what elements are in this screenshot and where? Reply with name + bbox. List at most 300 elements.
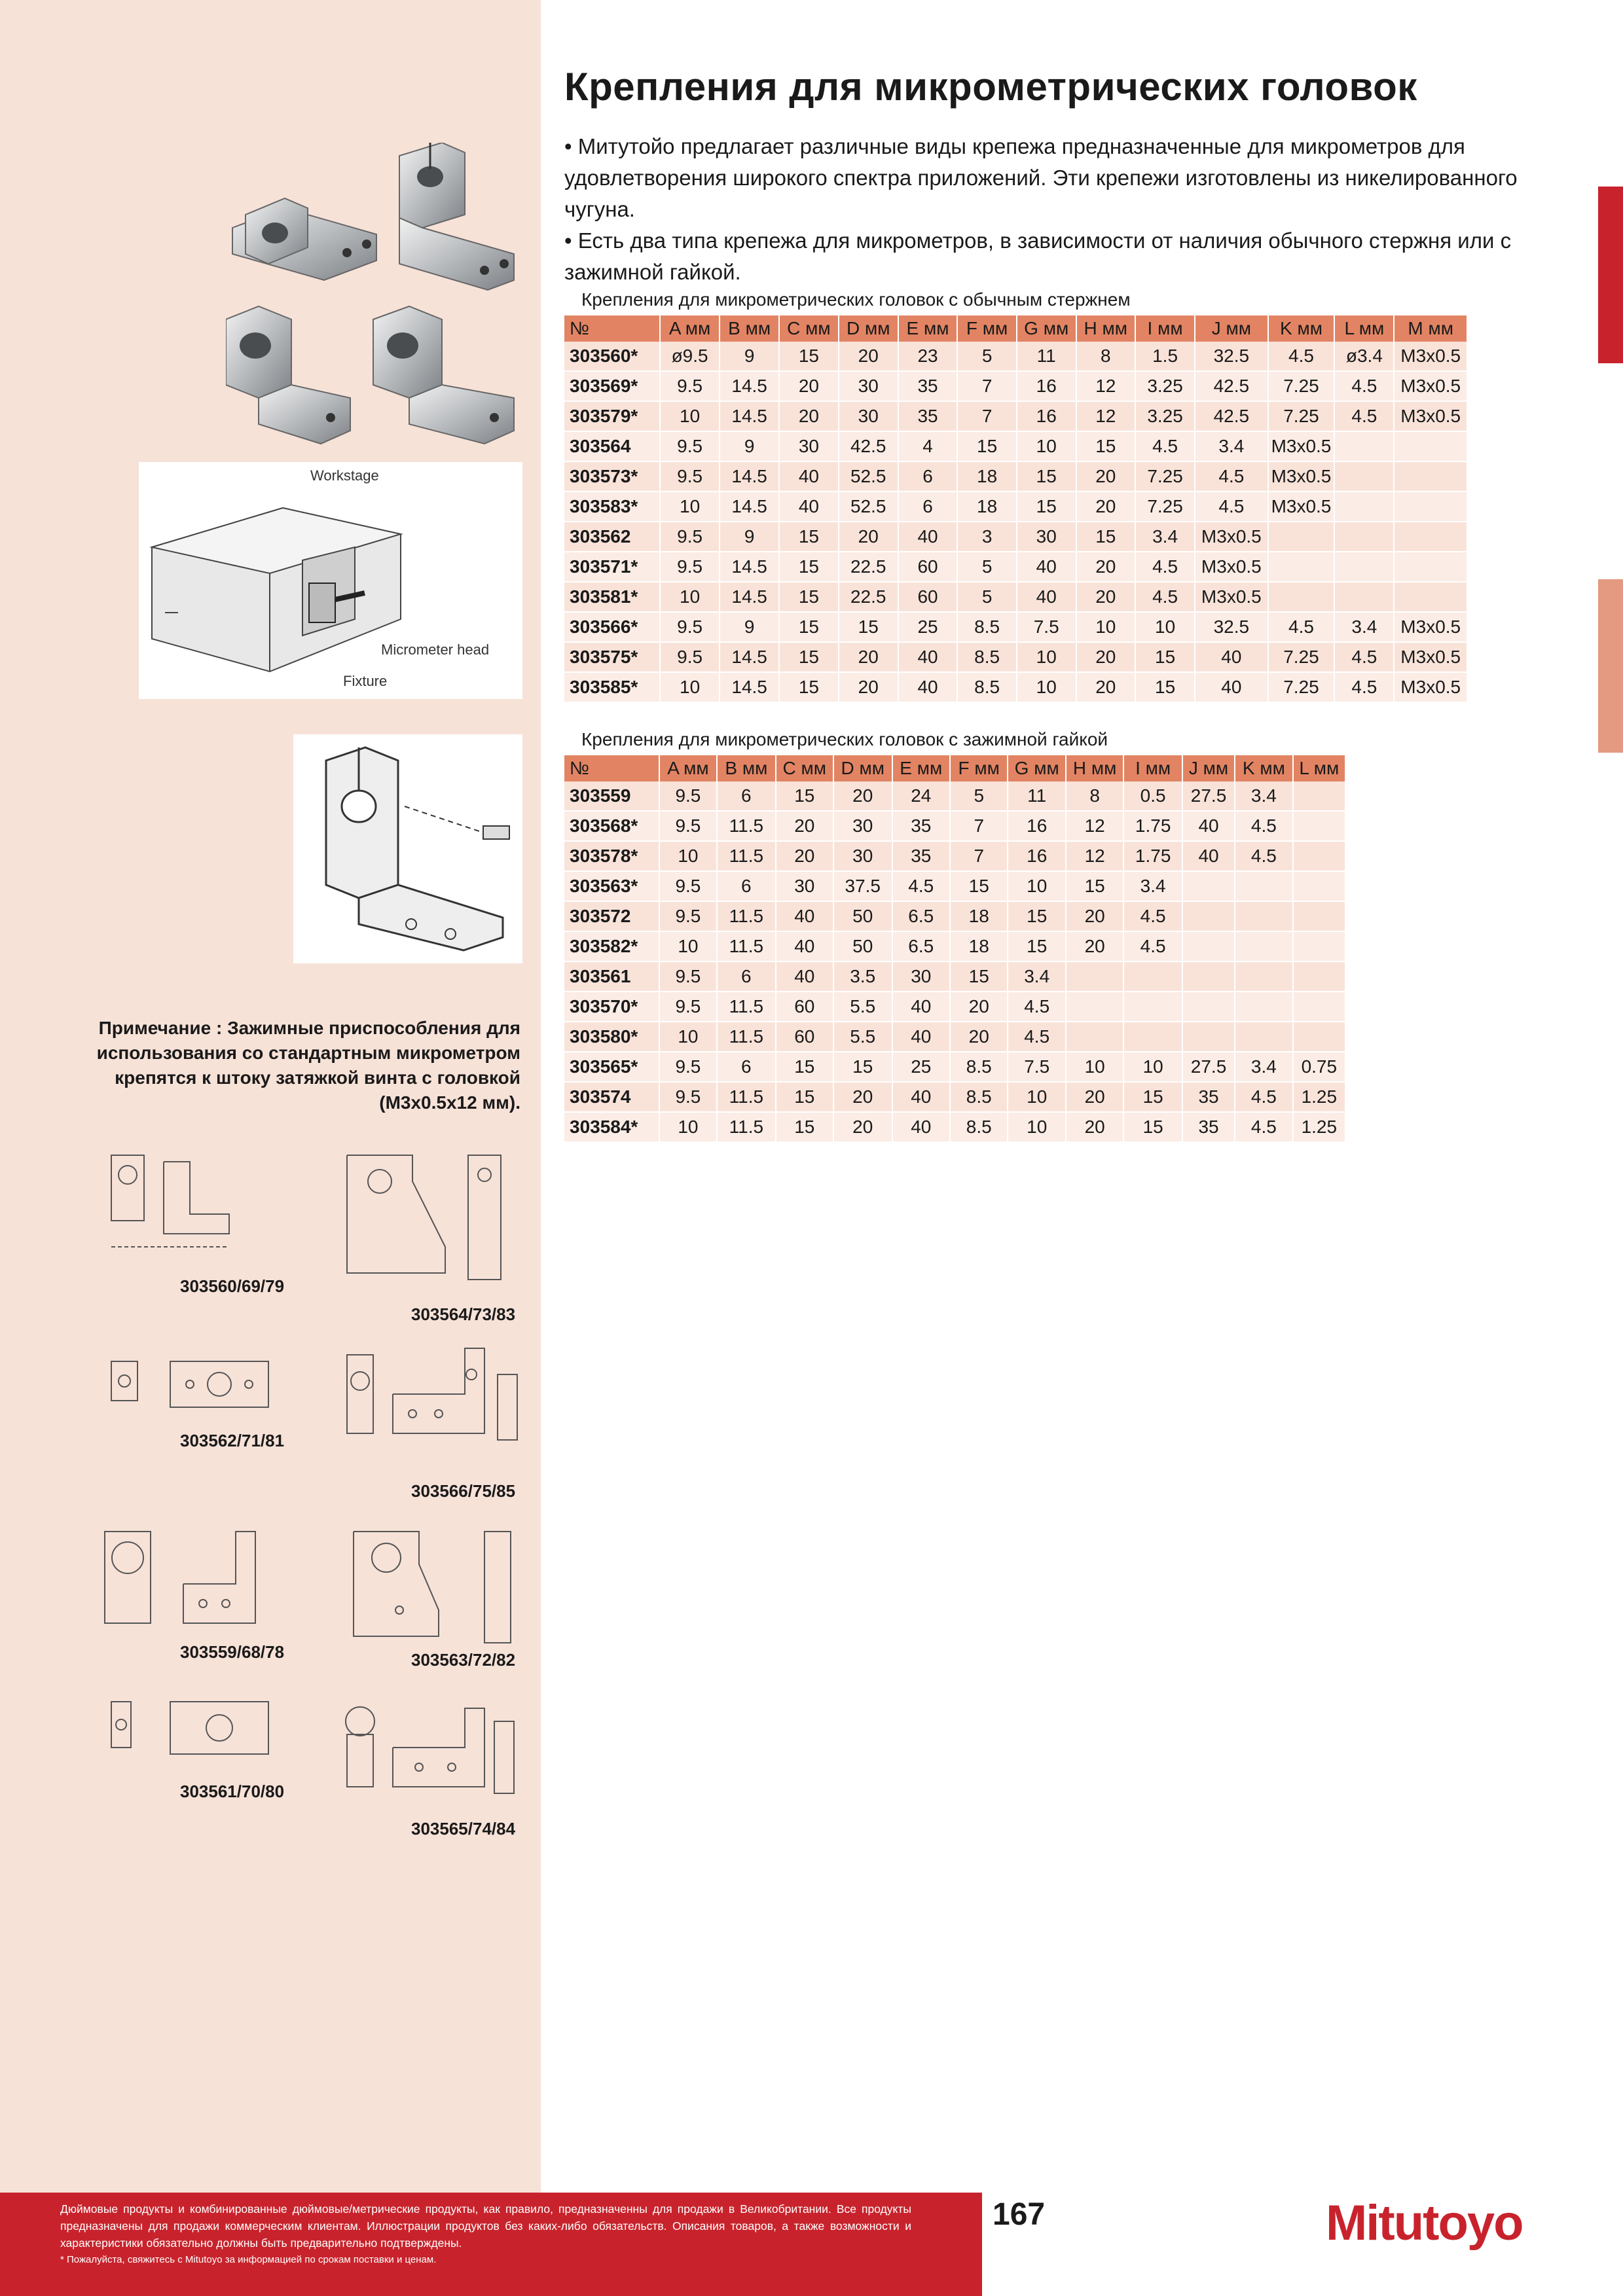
table-cell: 14.5 (720, 371, 779, 401)
table-cell: 0.5 (1123, 781, 1182, 811)
part-number-cell: 303582* (564, 931, 659, 961)
table-cell: 4.5 (1334, 672, 1394, 702)
table-cell: 30 (1017, 522, 1076, 552)
table-cell: 9.5 (660, 552, 720, 582)
table-cell: 20 (1076, 672, 1136, 702)
table-cell: 30 (779, 431, 839, 461)
table-cell: 4.5 (1195, 461, 1268, 492)
table-cell: 7.25 (1268, 371, 1335, 401)
table-cell: 3.4 (1135, 522, 1195, 552)
table-cell (1235, 871, 1292, 901)
table-cell: 35 (898, 401, 958, 431)
table-row (564, 522, 1467, 552)
fixture-photo-1 (232, 198, 376, 280)
table-cell: 27.5 (1182, 781, 1235, 811)
table-cell: 4.5 (1268, 342, 1335, 371)
table-cell: 4.5 (1235, 811, 1292, 841)
table-cell: 10 (1017, 642, 1076, 672)
table-cell: 10 (1017, 431, 1076, 461)
table-cell: 15 (1066, 871, 1123, 901)
table-cell: 40 (892, 1082, 950, 1112)
table-cell: 42.5 (1195, 401, 1268, 431)
table-cell: 7.25 (1268, 642, 1335, 672)
table-cell: 6 (898, 492, 958, 522)
column-header: № (564, 755, 659, 781)
table-cell: 10 (1008, 1082, 1065, 1112)
table-cell: 10 (1123, 1052, 1182, 1082)
drawing-303559 (98, 1518, 282, 1649)
table-row (564, 371, 1467, 401)
table-cell: 15 (1123, 1112, 1182, 1142)
table-cell (1235, 992, 1292, 1022)
table-cell: 4.5 (892, 871, 950, 901)
table-cell: 1.75 (1123, 811, 1182, 841)
table-cell: 9 (720, 431, 779, 461)
table-cell: 7 (950, 811, 1008, 841)
table-cell: 20 (950, 992, 1008, 1022)
column-header: D мм (833, 755, 892, 781)
table-cell: 5 (957, 582, 1017, 612)
workstage-illustration (139, 462, 522, 699)
fixture-photo-4 (373, 306, 514, 444)
part-number-cell: 303573* (564, 461, 660, 492)
table-cell: 42.5 (1195, 371, 1268, 401)
table-cell (1293, 1022, 1345, 1052)
table-cell: 40 (898, 642, 958, 672)
table-cell: 3.4 (1123, 871, 1182, 901)
table-cell: 8.5 (957, 642, 1017, 672)
table-clamp-nut (564, 755, 1346, 1143)
table-cell: 40 (779, 461, 839, 492)
table-cell: 8 (1076, 342, 1136, 371)
column-header: B мм (720, 315, 779, 342)
clamp-fixture-illustration (293, 734, 522, 963)
table-cell: 9.5 (659, 901, 717, 931)
table-cell: 3.25 (1135, 371, 1195, 401)
table-cell: 5.5 (833, 992, 892, 1022)
page-title: Крепления для микрометрических головок (564, 65, 1417, 109)
table-cell: 9.5 (660, 431, 720, 461)
part-number-cell: 303569* (564, 371, 660, 401)
table-cell: 20 (1076, 492, 1136, 522)
table-cell: 14.5 (720, 642, 779, 672)
table-cell: 14.5 (720, 492, 779, 522)
table-cell: 14.5 (720, 582, 779, 612)
table-cell: 12 (1066, 811, 1123, 841)
table-cell: 5 (950, 781, 1008, 811)
table-cell: 12 (1076, 371, 1136, 401)
intro-paragraph-2: • Есть два типа крепежа для микрометров, в зависимости от наличия обычного стержня или с зажимной гайкой. (564, 228, 1512, 284)
column-header: J мм (1195, 315, 1268, 342)
table-cell: 10 (1135, 612, 1195, 642)
table-cell: 4.5 (1123, 901, 1182, 931)
section-tab-active[interactable] (1598, 187, 1623, 363)
table-row (564, 431, 1467, 461)
table-cell: 3.4 (1235, 781, 1292, 811)
table-cell (1334, 522, 1394, 552)
part-number-cell: 303572 (564, 901, 659, 931)
table-cell: 15 (833, 1052, 892, 1082)
column-header: E мм (898, 315, 958, 342)
table-cell: M3x0.5 (1195, 582, 1268, 612)
table-cell: 15 (957, 431, 1017, 461)
table-cell: 5 (957, 342, 1017, 371)
table-cell (1293, 931, 1345, 961)
table-cell: 16 (1017, 371, 1076, 401)
column-header: L мм (1334, 315, 1394, 342)
column-header: H мм (1066, 755, 1123, 781)
table-cell: 20 (1066, 1112, 1123, 1142)
table-cell: 20 (833, 1082, 892, 1112)
table-cell: 11.5 (717, 1112, 775, 1142)
table-cell: 40 (1017, 552, 1076, 582)
table-cell: 9.5 (659, 992, 717, 1022)
table-row (564, 552, 1467, 582)
footer-disclaimer (60, 2200, 911, 2269)
table-row (564, 931, 1345, 961)
table-row (564, 841, 1345, 871)
table-cell (1293, 841, 1345, 871)
table-header-row (564, 315, 1467, 342)
table-cell: 20 (833, 781, 892, 811)
drawing-303563 (334, 1518, 524, 1649)
fixture-photo-2 (399, 143, 514, 290)
table-cell: 14.5 (720, 401, 779, 431)
table1-caption: Крепления для микрометрических головок с обычным стержнем (581, 289, 1131, 310)
table-cell: 20 (776, 811, 833, 841)
table-cell: 30 (776, 871, 833, 901)
table-row (564, 461, 1467, 492)
table-cell: 40 (1195, 642, 1268, 672)
table-cell (1182, 1022, 1235, 1052)
table-cell: 22.5 (839, 582, 898, 612)
column-header: K мм (1235, 755, 1292, 781)
table-cell: 10 (660, 401, 720, 431)
table-cell: 9.5 (660, 461, 720, 492)
table-cell: 7 (957, 371, 1017, 401)
table-cell (1334, 552, 1394, 582)
part-number-cell: 303583* (564, 492, 660, 522)
table-cell (1182, 992, 1235, 1022)
drawing-303560 (105, 1136, 242, 1266)
table-cell: 8.5 (950, 1112, 1008, 1142)
table-cell: 20 (1066, 901, 1123, 931)
drawing-label-1: 303560/69/79 (180, 1276, 285, 1296)
table-cell: 9.5 (660, 642, 720, 672)
drawing-label-2: 303564/73/83 (411, 1304, 516, 1324)
part-number-cell: 303562 (564, 522, 660, 552)
table-cell: 16 (1017, 401, 1076, 431)
table-cell: 6 (717, 961, 775, 992)
part-number-cell: 303571* (564, 552, 660, 582)
table-cell: 14.5 (720, 672, 779, 702)
table-cell (1394, 552, 1467, 582)
table-cell: 40 (1195, 672, 1268, 702)
table-cell: 60 (776, 992, 833, 1022)
table-cell: 50 (833, 901, 892, 931)
table-cell (1182, 931, 1235, 961)
fixture-photos (226, 143, 540, 457)
table-cell: 9.5 (659, 871, 717, 901)
table-cell: 15 (1017, 461, 1076, 492)
drawing-303565 (334, 1689, 524, 1813)
part-number-cell: 303559 (564, 781, 659, 811)
table-cell: 9.5 (659, 811, 717, 841)
table-cell: 16 (1008, 811, 1065, 841)
table-cell: 15 (779, 642, 839, 672)
table-cell (1066, 961, 1123, 992)
table-cell: 20 (1076, 461, 1136, 492)
table-cell: 15 (779, 342, 839, 371)
table-cell: 7.5 (1008, 1052, 1065, 1082)
table-cell (1293, 992, 1345, 1022)
table-cell: 20 (1076, 582, 1136, 612)
table-cell: 30 (839, 401, 898, 431)
table-cell: 40 (892, 1112, 950, 1142)
table-cell: 11.5 (717, 841, 775, 871)
table-cell: 40 (1017, 582, 1076, 612)
table-cell: 4.5 (1008, 1022, 1065, 1052)
table-cell: 9 (720, 522, 779, 552)
table-cell: 40 (1182, 811, 1235, 841)
table-cell: M3x0.5 (1394, 642, 1467, 672)
table-cell: 20 (839, 522, 898, 552)
table-cell: 20 (1076, 552, 1136, 582)
column-header: J мм (1182, 755, 1235, 781)
part-number-cell: 303570* (564, 992, 659, 1022)
table-cell: 60 (776, 1022, 833, 1052)
table-cell: 20 (839, 672, 898, 702)
table-cell: 3.4 (1195, 431, 1268, 461)
table-cell: 12 (1066, 841, 1123, 871)
table-cell: 7.25 (1135, 461, 1195, 492)
table-cell: 15 (779, 672, 839, 702)
drawing-303566 (334, 1335, 524, 1479)
part-number-cell: 303563* (564, 871, 659, 901)
table-cell (1394, 431, 1467, 461)
part-number-cell: 303574 (564, 1082, 659, 1112)
table-cell: 8.5 (957, 672, 1017, 702)
table-cell: 15 (1123, 1082, 1182, 1112)
table-cell (1235, 901, 1292, 931)
table-row (564, 401, 1467, 431)
column-header: F мм (950, 755, 1008, 781)
table-cell: 18 (950, 901, 1008, 931)
table-cell: 1.25 (1293, 1112, 1345, 1142)
table-cell: 10 (659, 841, 717, 871)
table-cell (1235, 961, 1292, 992)
column-header: № (564, 315, 660, 342)
table-cell: 10 (659, 1022, 717, 1052)
table-cell: 20 (1066, 931, 1123, 961)
table-plain-spindle (564, 315, 1468, 703)
table-cell: 10 (1066, 1052, 1123, 1082)
table-cell (1123, 992, 1182, 1022)
note-text: Примечание : Зажимные приспособления для использования со стандартным микрометром крепятся к штоку затяжкой винта с головкой (M3x0.5x12 мм). (96, 1018, 520, 1113)
table-cell: 9.5 (659, 961, 717, 992)
table-cell: 15 (776, 1082, 833, 1112)
table-cell: 15 (779, 612, 839, 642)
table-cell: 9 (720, 612, 779, 642)
table-cell: 15 (776, 1052, 833, 1082)
table-cell (1293, 961, 1345, 992)
table-cell: M3x0.5 (1394, 371, 1467, 401)
part-number-cell: 303575* (564, 642, 660, 672)
table-cell: 60 (898, 552, 958, 582)
table-cell: 25 (892, 1052, 950, 1082)
table-cell: 5.5 (833, 1022, 892, 1052)
part-number-cell: 303584* (564, 1112, 659, 1142)
table-cell: 20 (839, 342, 898, 371)
table-cell: 4.5 (1008, 992, 1065, 1022)
table-cell: 20 (776, 841, 833, 871)
table-row (564, 342, 1467, 371)
table-cell: 3.5 (833, 961, 892, 992)
table-cell: 10 (1076, 612, 1136, 642)
drawing-303562 (105, 1335, 275, 1433)
table-cell (1268, 582, 1335, 612)
workstage-label: Workstage (310, 467, 379, 484)
table-cell: 8 (1066, 781, 1123, 811)
table-cell (1268, 522, 1335, 552)
table-row (564, 871, 1345, 901)
table-cell: 1.75 (1123, 841, 1182, 871)
table-cell: 8.5 (957, 612, 1017, 642)
table-cell: 27.5 (1182, 1052, 1235, 1082)
table-row (564, 492, 1467, 522)
table-cell: 15 (839, 612, 898, 642)
table-cell (1235, 1022, 1292, 1052)
table-cell: 18 (950, 931, 1008, 961)
table-cell: M3x0.5 (1394, 612, 1467, 642)
table-cell: 40 (776, 901, 833, 931)
table-cell: 42.5 (839, 431, 898, 461)
mitutoyo-logo (1326, 2186, 1588, 2258)
table-row (564, 901, 1345, 931)
column-header: L мм (1293, 755, 1345, 781)
table-cell: M3x0.5 (1394, 401, 1467, 431)
table-cell: 9.5 (659, 1082, 717, 1112)
part-number-cell: 303561 (564, 961, 659, 992)
table-cell: 7 (950, 841, 1008, 871)
footer-note: * Пожалуйста, свяжитесь с Mitutoyo за информацией по срокам поставки и ценам. (60, 2254, 437, 2265)
table-cell (1123, 961, 1182, 992)
micrometer-head-label: Micrometer head (381, 641, 490, 658)
table-cell: 20 (779, 371, 839, 401)
table-cell (1394, 582, 1467, 612)
svg-text:Mitutoyo: Mitutoyo (1326, 2195, 1523, 2251)
part-number-cell: 303566* (564, 612, 660, 642)
table-cell (1182, 961, 1235, 992)
table-cell: 40 (892, 992, 950, 1022)
table-cell: M3x0.5 (1394, 342, 1467, 371)
table-cell: M3x0.5 (1195, 552, 1268, 582)
table-cell: 50 (833, 931, 892, 961)
drawing-label-6: 303563/72/82 (411, 1650, 516, 1670)
table-cell: 7.25 (1135, 492, 1195, 522)
table-cell: 4.5 (1195, 492, 1268, 522)
table-cell: 9 (720, 342, 779, 371)
table-cell: 35 (892, 811, 950, 841)
table-cell: 15 (1017, 492, 1076, 522)
table-cell: 11 (1008, 781, 1065, 811)
table-cell: 10 (659, 1112, 717, 1142)
table-cell: 1.25 (1293, 1082, 1345, 1112)
drawing-label-4: 303566/75/85 (411, 1481, 516, 1501)
table-cell: 11.5 (717, 1022, 775, 1052)
table-cell (1394, 522, 1467, 552)
table-cell: 35 (892, 841, 950, 871)
table-cell: 15 (1076, 522, 1136, 552)
table-cell: 18 (957, 492, 1017, 522)
table-cell (1293, 781, 1345, 811)
table-cell: 4.5 (1135, 431, 1195, 461)
drawing-303564 (334, 1142, 511, 1293)
table-cell: 16 (1008, 841, 1065, 871)
page-number: 167 (993, 2197, 1046, 2232)
table-cell: 40 (776, 931, 833, 961)
table2-caption: Крепления для микрометрических головок с зажимной гайкой (581, 729, 1108, 749)
table-cell: 40 (779, 492, 839, 522)
table-cell: 20 (779, 401, 839, 431)
table-cell: 4.5 (1235, 841, 1292, 871)
table-cell (1334, 461, 1394, 492)
table-cell: 40 (892, 1022, 950, 1052)
column-header: M мм (1394, 315, 1467, 342)
fixture-photo-3 (226, 306, 350, 444)
table-cell: 10 (660, 582, 720, 612)
table-cell: 11 (1017, 342, 1076, 371)
drawing-label-8: 303565/74/84 (411, 1819, 516, 1839)
table-cell: 11.5 (717, 992, 775, 1022)
column-header: A мм (660, 315, 720, 342)
table-row (564, 1022, 1345, 1052)
table-cell: 6 (717, 1052, 775, 1082)
table-cell: 15 (779, 552, 839, 582)
table-cell: 11.5 (717, 931, 775, 961)
table-cell: 22.5 (839, 552, 898, 582)
table-cell (1394, 492, 1467, 522)
table-cell: 14.5 (720, 552, 779, 582)
table-header-row (564, 755, 1345, 781)
table-cell (1268, 552, 1335, 582)
table-cell: M3x0.5 (1268, 461, 1335, 492)
table-cell: 20 (1076, 642, 1136, 672)
table-cell: 10 (1008, 871, 1065, 901)
table-cell: 7 (957, 401, 1017, 431)
table-cell: 15 (1008, 901, 1065, 931)
table-cell: 10 (1017, 672, 1076, 702)
table-row (564, 642, 1467, 672)
table-cell: 10 (659, 931, 717, 961)
table-row (564, 961, 1345, 992)
footer-disclaimer-text: Дюймовые продукты и комбинированные дюймовые/метрические продукты, как правило, предназначенны для продажи в Великобритании. Все продукты предназначены для продажи коммерческим клиентам. Иллюстрации продуктов без каких-либо обязательств. Описания товаров, а также возможности и характеристики обязательно должны быть предварительно подтверждены. (60, 2202, 911, 2250)
table-cell: 15 (776, 1112, 833, 1142)
table-cell: ø9.5 (660, 342, 720, 371)
section-tab[interactable] (1598, 579, 1623, 753)
table-row (564, 781, 1345, 811)
part-number-cell: 303581* (564, 582, 660, 612)
table-cell (1293, 811, 1345, 841)
table-row (564, 672, 1467, 702)
table-cell: 0.75 (1293, 1052, 1345, 1082)
part-number-cell: 303578* (564, 841, 659, 871)
column-header: B мм (717, 755, 775, 781)
table-cell: 10 (660, 492, 720, 522)
table-cell: 14.5 (720, 461, 779, 492)
table-cell: 30 (892, 961, 950, 992)
table-row (564, 582, 1467, 612)
